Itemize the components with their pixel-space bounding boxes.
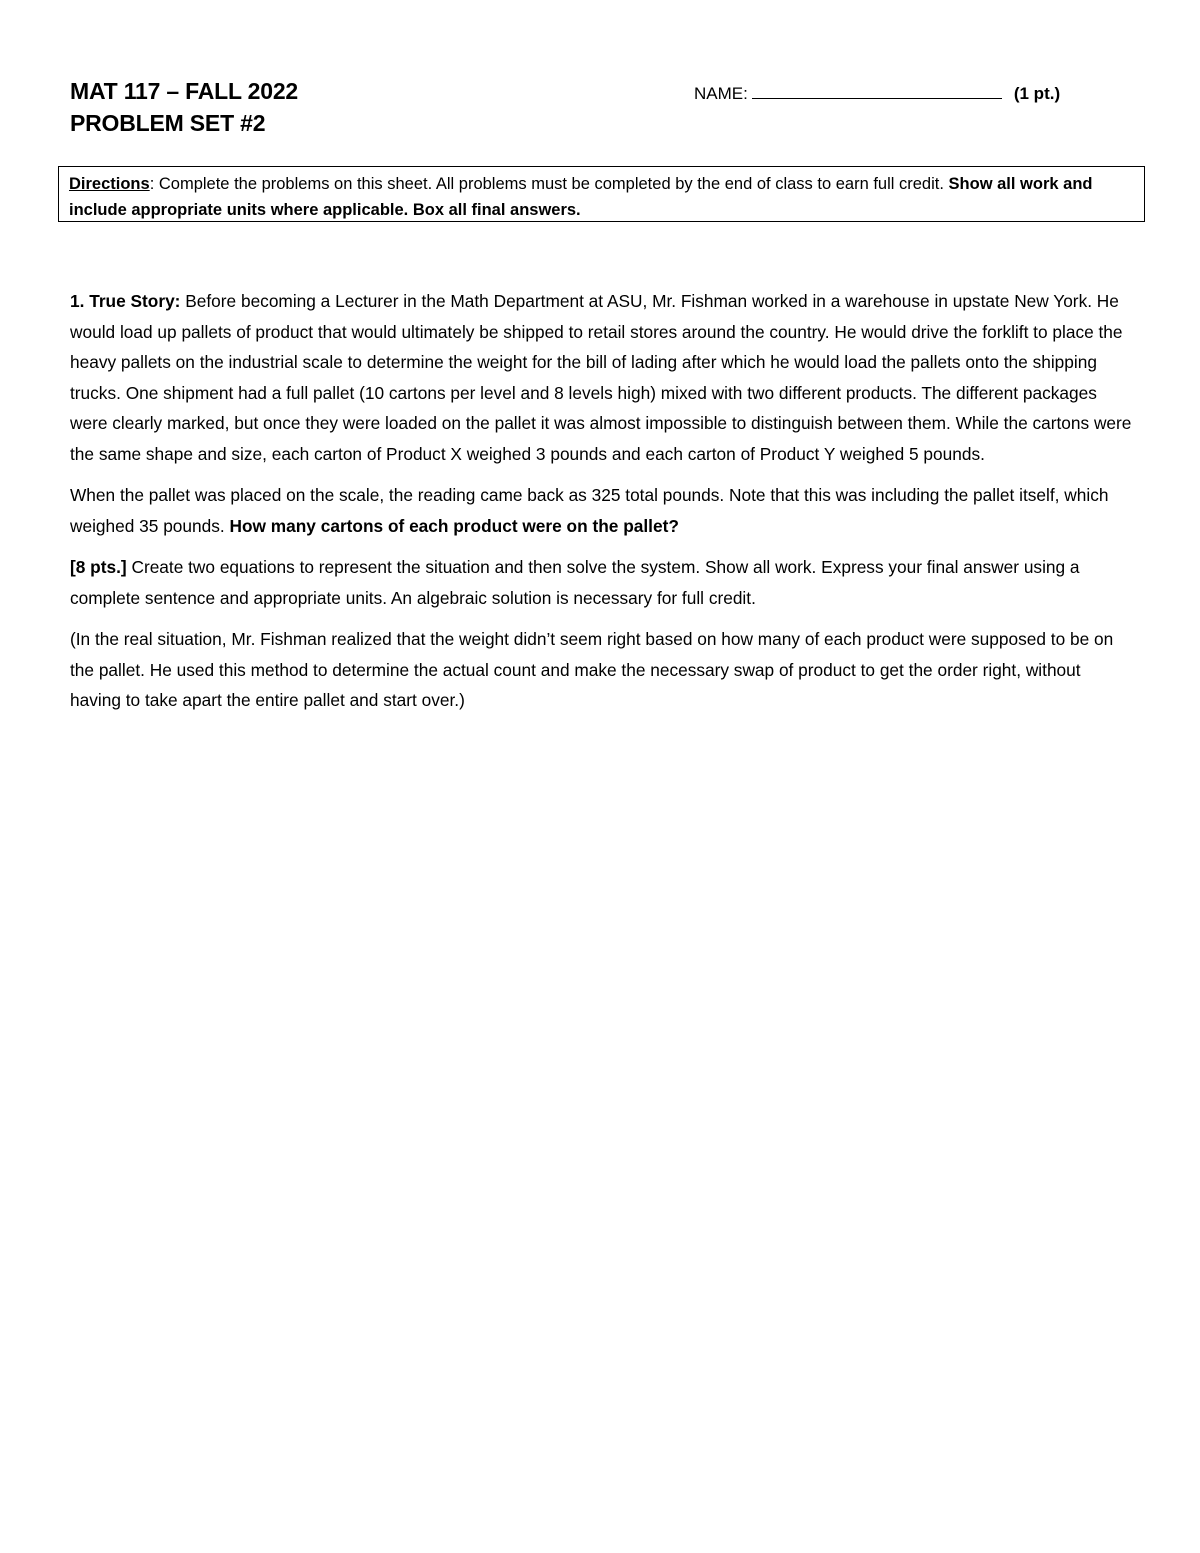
course-title: MAT 117 – FALL 2022 (70, 78, 299, 104)
problem-1-instructions-paragraph (70, 552, 1135, 613)
problem-1 (70, 286, 1135, 727)
problem-1-scale-paragraph (70, 480, 1135, 541)
instructions-text: Create two equations to represent the situation and then solve the system. Show all work. Express your final answer using a complete sentence and appropriate units. An algebraic solution is necessary for full credit. (70, 557, 1080, 608)
problem-1-story-paragraph (70, 286, 1135, 469)
name-points: (1 pt.) (1013, 84, 1061, 103)
name-label: NAME: (694, 84, 748, 103)
scale-text: When the pallet was placed on the scale, the reading came back as 325 total pounds. Note that this was including the pallet itself, which weighed 35 pounds. (70, 485, 1109, 536)
directions-box (58, 166, 1145, 222)
problem-number-label: 1. True Story: (70, 291, 181, 311)
problem-set-title: PROBLEM SET #2 (70, 110, 266, 136)
problem-1-note-paragraph (70, 624, 1135, 716)
directions-label: Directions (69, 175, 150, 193)
directions-text: Complete the problems on this sheet. All problems must be completed by the end of class to earn full credit. (154, 175, 949, 193)
points-label: [8 pts.] (70, 557, 127, 577)
name-blank-line[interactable] (752, 80, 1002, 99)
directions-bold-text: Show all work and include appropriate units where applicable. Box all final answers. (69, 175, 1093, 219)
real-situation-note: (In the real situation, Mr. Fishman realized that the weight didn’t seem right based on how many of each product were supposed to be on the pallet. He used this method to determine the actual count and make the necessary swap of product to get the order right, without having to take apart the entire pallet and start over.) (70, 629, 1114, 710)
name-field-area (694, 80, 1060, 106)
directions-colon: : (149, 175, 155, 193)
problem-story-text: Before becoming a Lecturer in the Math Department at ASU, Mr. Fishman worked in a warehouse in upstate New York. He would load up pallets of product that would ultimately be shipped to retail stores around the country. He would drive the forklift to place the heavy pallets on the industrial scale to determine the weight for the bill of lading after which he would load the pallets onto the shipping trucks. One shipment had a full pallet (10 cartons per level and 8 levels high) mixed with two different products. The different packages were clearly marked, but once they were loaded on the pallet it was almost impossible to distinguish between them. While the cartons were the same shape and size, each carton of Product X weighed 3 pounds and each carton of Product Y weighed 5 pounds. (70, 291, 1132, 464)
problem-question: How many cartons of each product were on the pallet? (229, 515, 679, 536)
